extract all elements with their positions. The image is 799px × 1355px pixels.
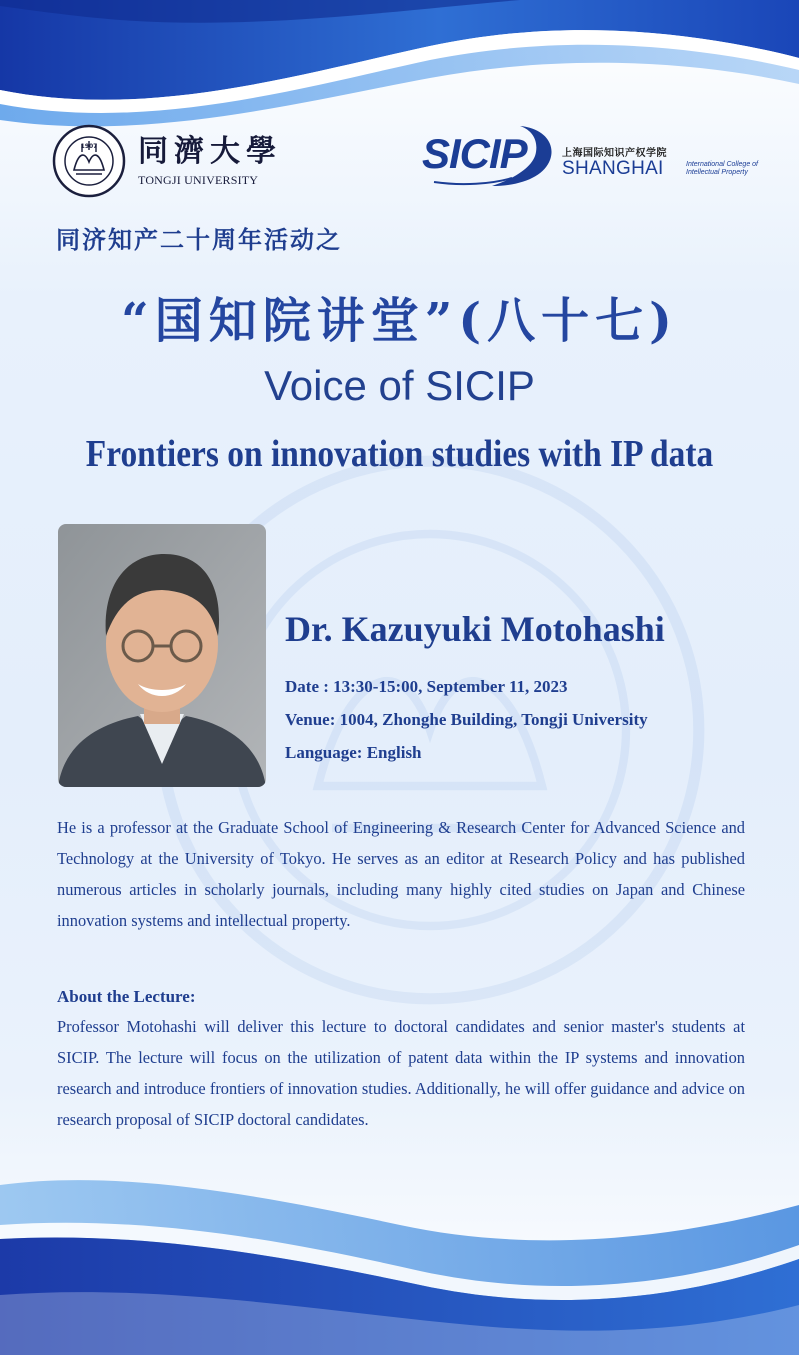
speaker-portrait <box>58 524 266 787</box>
about-lecture-text: Professor Motohashi will deliver this lecture to doctoral candidates and senior master's students at SICIP. The lecture will focus on the utilization of patent data within the IP systems and innovation research and introduce frontiers of innovation studies. Additionally, he will offer guidance and advice on research proposal of SICIP doctoral candidates. <box>57 1017 745 1129</box>
lecture-venue: Venue: 1004, Zhonghe Building, Tongji University <box>285 710 648 729</box>
tongji-university-logo <box>52 124 282 198</box>
sicip-college-en: International College of Intellectual Property <box>686 161 758 176</box>
sicip-wordmark: SICIP <box>422 130 527 177</box>
sicip-logo <box>422 122 762 188</box>
lecture-title-en: Voice of SICIP <box>264 362 535 409</box>
top-wave-decoration <box>0 0 799 140</box>
sicip-shanghai: SHANGHAI <box>562 158 664 179</box>
lecture-subtitle: Frontiers on innovation studies with IP data <box>85 433 714 475</box>
series-title-cn: 同济知产二十周年活动之 <box>56 226 342 254</box>
bottom-wave-decoration <box>0 1175 799 1355</box>
tongji-name-block <box>138 135 282 188</box>
tongji-name-en: TONGJI UNIVERSITY <box>138 172 259 187</box>
about-lecture-heading: About the Lecture: <box>57 987 196 1006</box>
speaker-bio: He is a professor at the Graduate School of Engineering & Research Center for Advanced Science and Technology at the University of Tokyo. He serves as an editor at Research Policy and has published numerous articles in scholarly journals, including many highly cited studies on Japan and Chinese innovation systems and intellectual property. <box>57 818 745 930</box>
sicip-name-cn: 上海国际知识产权学院 <box>562 148 667 159</box>
lecture-title-cn: “国知院讲堂”(八十七) <box>121 293 678 349</box>
tongji-name-cn: 同濟大學 <box>138 133 282 169</box>
lecture-date: Date : 13:30-15:00, September 11, 2023 <box>285 677 568 696</box>
tongji-seal-icon <box>52 124 126 198</box>
speaker-name: Dr. Kazuyuki Motohashi <box>285 609 665 649</box>
tongji-seal-year: 1907 <box>80 143 98 150</box>
lecture-language: Language: English <box>285 743 422 762</box>
